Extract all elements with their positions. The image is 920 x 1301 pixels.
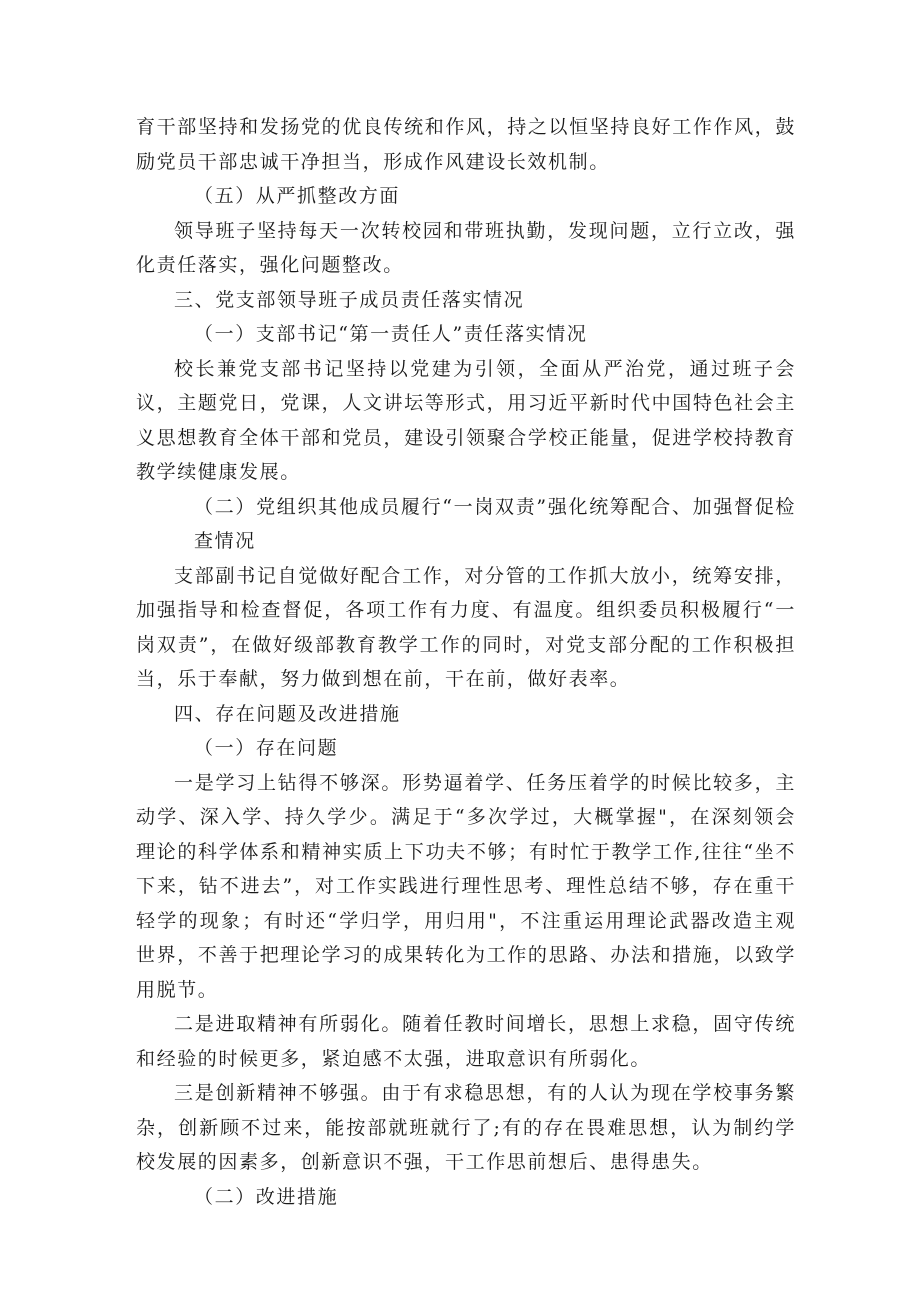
subheading-problems: （一）存在问题 [194,737,339,759]
subheading-2: （二）党组织其他成员履行“一岗双责”强化统筹配合、加强督促检查情况 [194,495,796,552]
paragraph: 三是创新精神不够强。由于有求稳思想，有的人认为现在学校事务繁杂，创新顾不过来，能按部就班就行了;有的存在畏难思想，认为制约学校发展的因素多，创新意识不强，干工作思前想后、患得患失。 [136,1082,796,1173]
paragraph: 一是学习上钻得不够深。形势逼着学、任务压着学的时候比较多，主动学、深入学、持久学少。满足于“多次学过，大概掌握"，在深刻领会理论的科学体系和精神实质上下功夫不够；有时忙于教学工作,往往“坐不下来，钻不进去”，对工作实践进行理性思考、理性总结不够，存在重干轻学的现象；有时还“学归学，用归用"，不注重运用理论武器改造主观世界，不善于把理论学习的成果转化为工作的思路、办法和措施，以致学用脱节。 [136,771,796,1001]
paragraph: 支部副书记自觉做好配合工作，对分管的工作抓大放小，统筹安排，加强指导和检查督促，各项工作有力度、有温度。组织委员积极履行“一岗双责”，在做好级部教育教学工作的同时，对党支部分配的工作积极担当，乐于奉献，努力做到想在前，干在前，做好表率。 [136,564,796,690]
section-heading-3: 三、党支部领导班子成员责任落实情况 [174,288,525,311]
subheading-measures: （二）改进措施 [194,1185,339,1208]
document-body [136,110,796,1214]
paragraph: 领导班子坚持每天一次转校园和带班执勤，发现问题，立行立改，强化责任落实，强化问题整改。 [136,219,796,276]
subheading-1: （一）支部书记“第一责任人”责任落实情况 [194,323,588,345]
paragraph: 二是进取精神有所弱化。随着任教时间增长，思想上求稳，固守传统和经验的时候更多，紧迫感不太强，进取意识有所弱化。 [136,1013,796,1070]
section-heading-4: 四、存在问题及改进措施 [174,702,401,725]
paragraph: 校长兼党支部书记坚持以党建为引领，全面从严治党，通过班子会议，主题党日，党课，人文讲坛等形式，用习近平新时代中国特色社会主义思想教育全体干部和党员，建设引领聚合学校正能量，促进学校持教育教学续健康发展。 [136,357,796,483]
subheading-5: （五）从严抓整改方面 [194,185,401,207]
paragraph-continued: 育干部坚持和发扬党的优良传统和作风，持之以恒坚持良好工作作风，鼓励党员干部忠诚干净担当，形成作风建设长效机制。 [136,116,796,173]
